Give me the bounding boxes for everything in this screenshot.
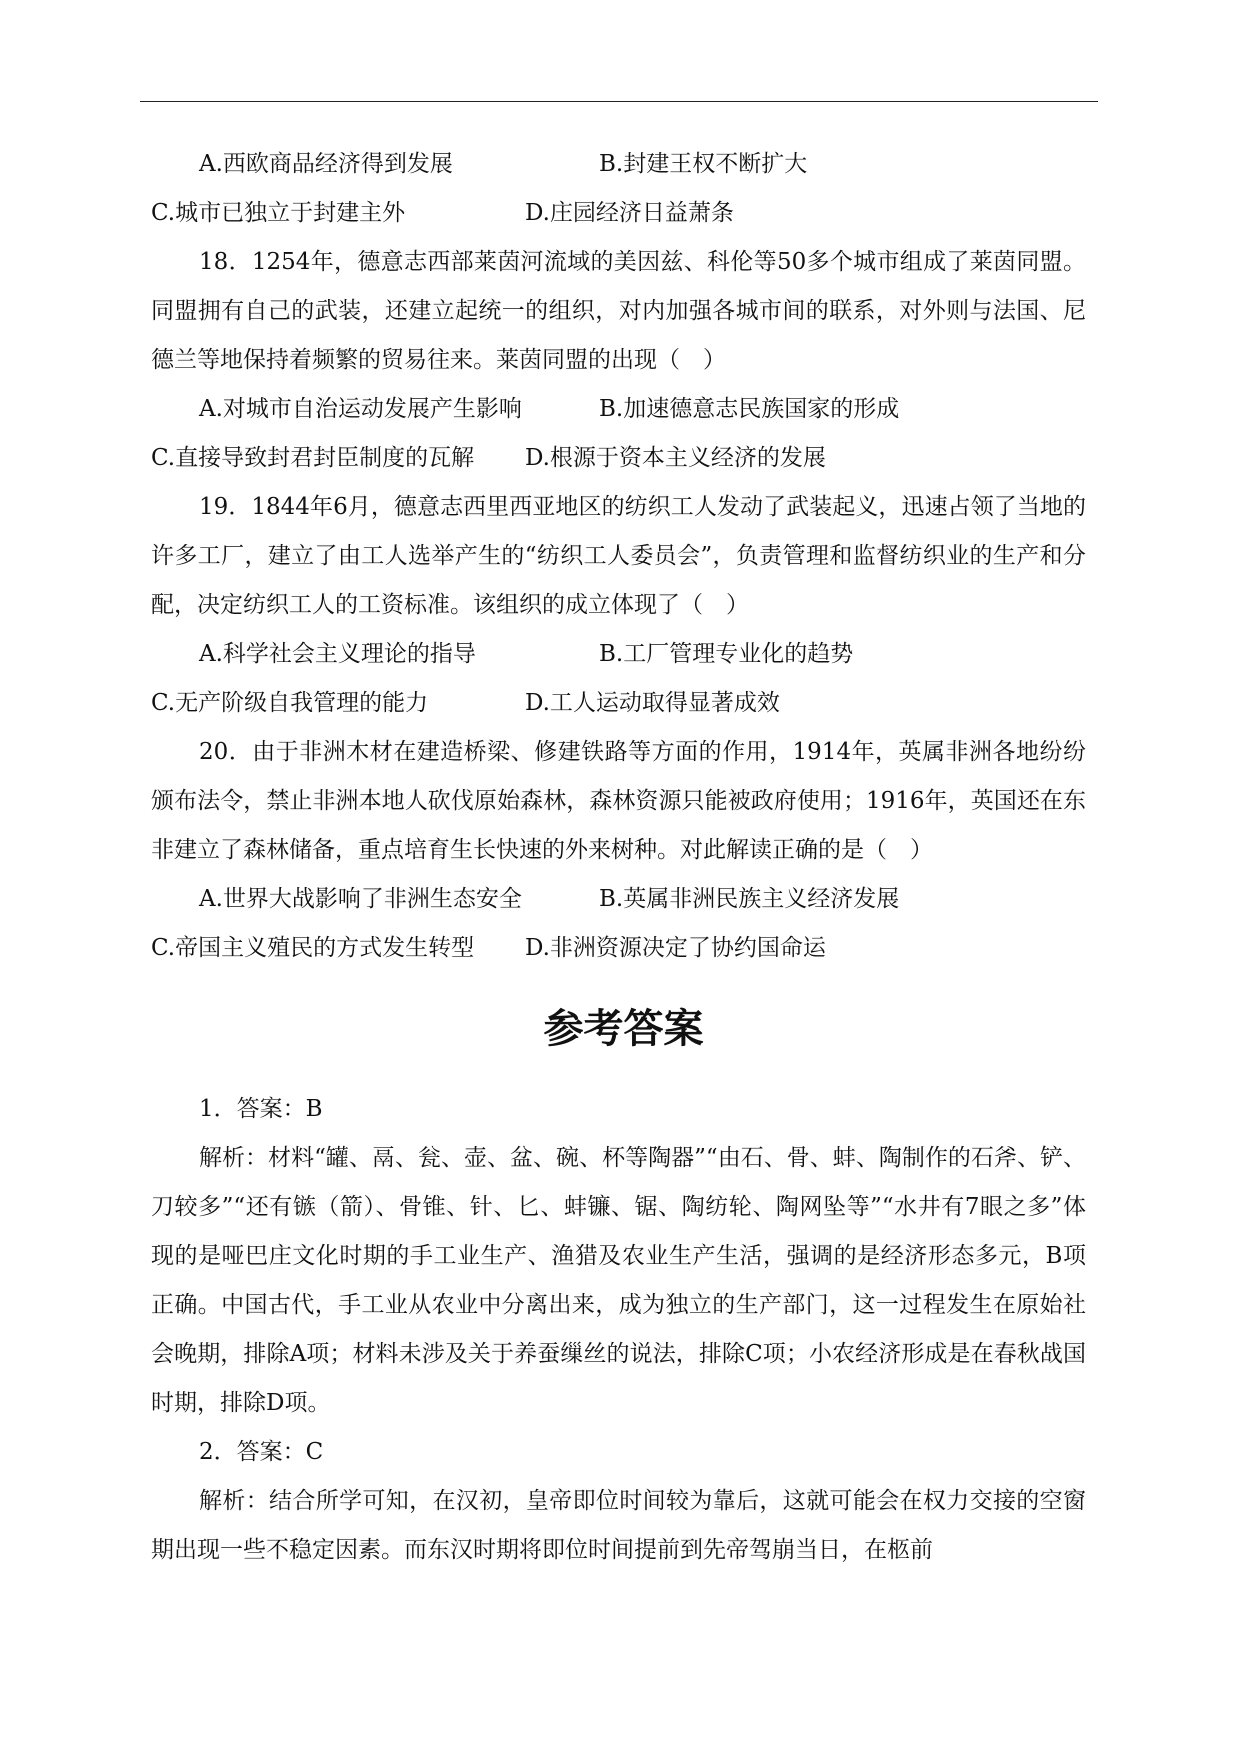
q19-options-row-2 (151, 679, 1086, 728)
q18-stem: 18．1254年，德意志西部莱茵河流域的美因兹、科伦等50多个城市组成了莱茵同盟。同盟拥有自己的武装，还建立起统一的组织，对内加强各城市间的联系，对外则与法国、尼德兰等地保持着频繁的贸易往来。莱茵同盟的出现（ ） (151, 249, 1086, 373)
q19-option-b: B.工厂管理专业化的趋势 (599, 641, 854, 667)
q18-option-c: C.直接导致封君封臣制度的瓦解 (151, 445, 475, 471)
q17-option-d: D.庄园经济日益萧条 (525, 200, 734, 226)
q20-option-b: B.英属非洲民族主义经济发展 (599, 886, 900, 912)
answers-heading: 参考答案 (543, 1006, 704, 1052)
header-rule (140, 101, 1098, 102)
answer-2-label: 2．答案：C (199, 1439, 324, 1465)
q17-option-b: B.封建王权不断扩大 (599, 151, 808, 177)
q17-option-a: A.西欧商品经济得到发展 (199, 151, 453, 177)
q20-options-row-2 (151, 924, 1086, 973)
q18-options-row-2 (151, 434, 1086, 483)
q17-option-c: C.城市已独立于封建主外 (151, 200, 406, 226)
q20-option-d: D.非洲资源决定了协约国命运 (525, 935, 826, 961)
q20-option-c: C.帝国主义殖民的方式发生转型 (151, 935, 475, 961)
q17-options-row-2 (151, 189, 1086, 238)
q19-options-row-1 (151, 630, 1086, 679)
q20-option-a: A.世界大战影响了非洲生态安全 (199, 886, 522, 912)
q20-stem: 20．由于非洲木材在建造桥梁、修建铁路等方面的作用，1914年，英属非洲各地纷纷颁布法令，禁止非洲本地人砍伐原始森林，森林资源只能被政府使用；1916年，英国还在东非建立了森林储备，重点培育生长快速的外来树种。对此解读正确的是（ ） (151, 739, 1086, 863)
q18-option-b: B.加速德意志民族国家的形成 (599, 396, 900, 422)
q19-option-a: A.科学社会主义理论的指导 (199, 641, 476, 667)
answer-2-analysis: 解析：结合所学可知，在汉初，皇帝即位时间较为靠后，这就可能会在权力交接的空窗期出现一些不稳定因素。而东汉时期将即位时间提前到先帝驾崩当日，在柩前 (151, 1488, 1086, 1563)
q18-option-a: A.对城市自治运动发展产生影响 (199, 396, 522, 422)
q19-option-c: C.无产阶级自我管理的能力 (151, 690, 429, 716)
q19-stem: 19．1844年6月，德意志西里西亚地区的纺织工人发动了武装起义，迅速占领了当地的许多工厂，建立了由工人选举产生的“纺织工人委员会”，负责管理和监督纺织业的生产和分配，决定纺织工人的工资标准。该组织的成立体现了（ ） (151, 494, 1086, 618)
answer-1-analysis: 解析：材料“罐、鬲、瓮、壶、盆、碗、杯等陶器”“由石、骨、蚌、陶制作的石斧、铲、刀较多”“还有镞（箭）、骨锥、针、匕、蚌镰、锯、陶纺轮、陶网坠等”“水井有7眼之多”体现的是哑巴庄文化时期的手工业生产、渔猎及农业生产生活，强调的是经济形态多元，B项正确。中国古代，手工业从农业中分离出来，成为独立的生产部门，这一过程发生在原始社会晚期，排除A项；材料未涉及关于养蚕缫丝的说法，排除C项；小农经济形成是在春秋战国时期，排除D项。 (151, 1145, 1086, 1416)
q20-options-row-1 (151, 875, 1086, 924)
q19-option-d: D.工人运动取得显著成效 (525, 690, 780, 716)
q18-options-row-1 (151, 385, 1086, 434)
q17-options-row-1 (151, 140, 1086, 189)
page-content (151, 140, 1086, 1575)
q18-option-d: D.根源于资本主义经济的发展 (525, 445, 826, 471)
answer-1-label: 1．答案：B (199, 1096, 323, 1122)
